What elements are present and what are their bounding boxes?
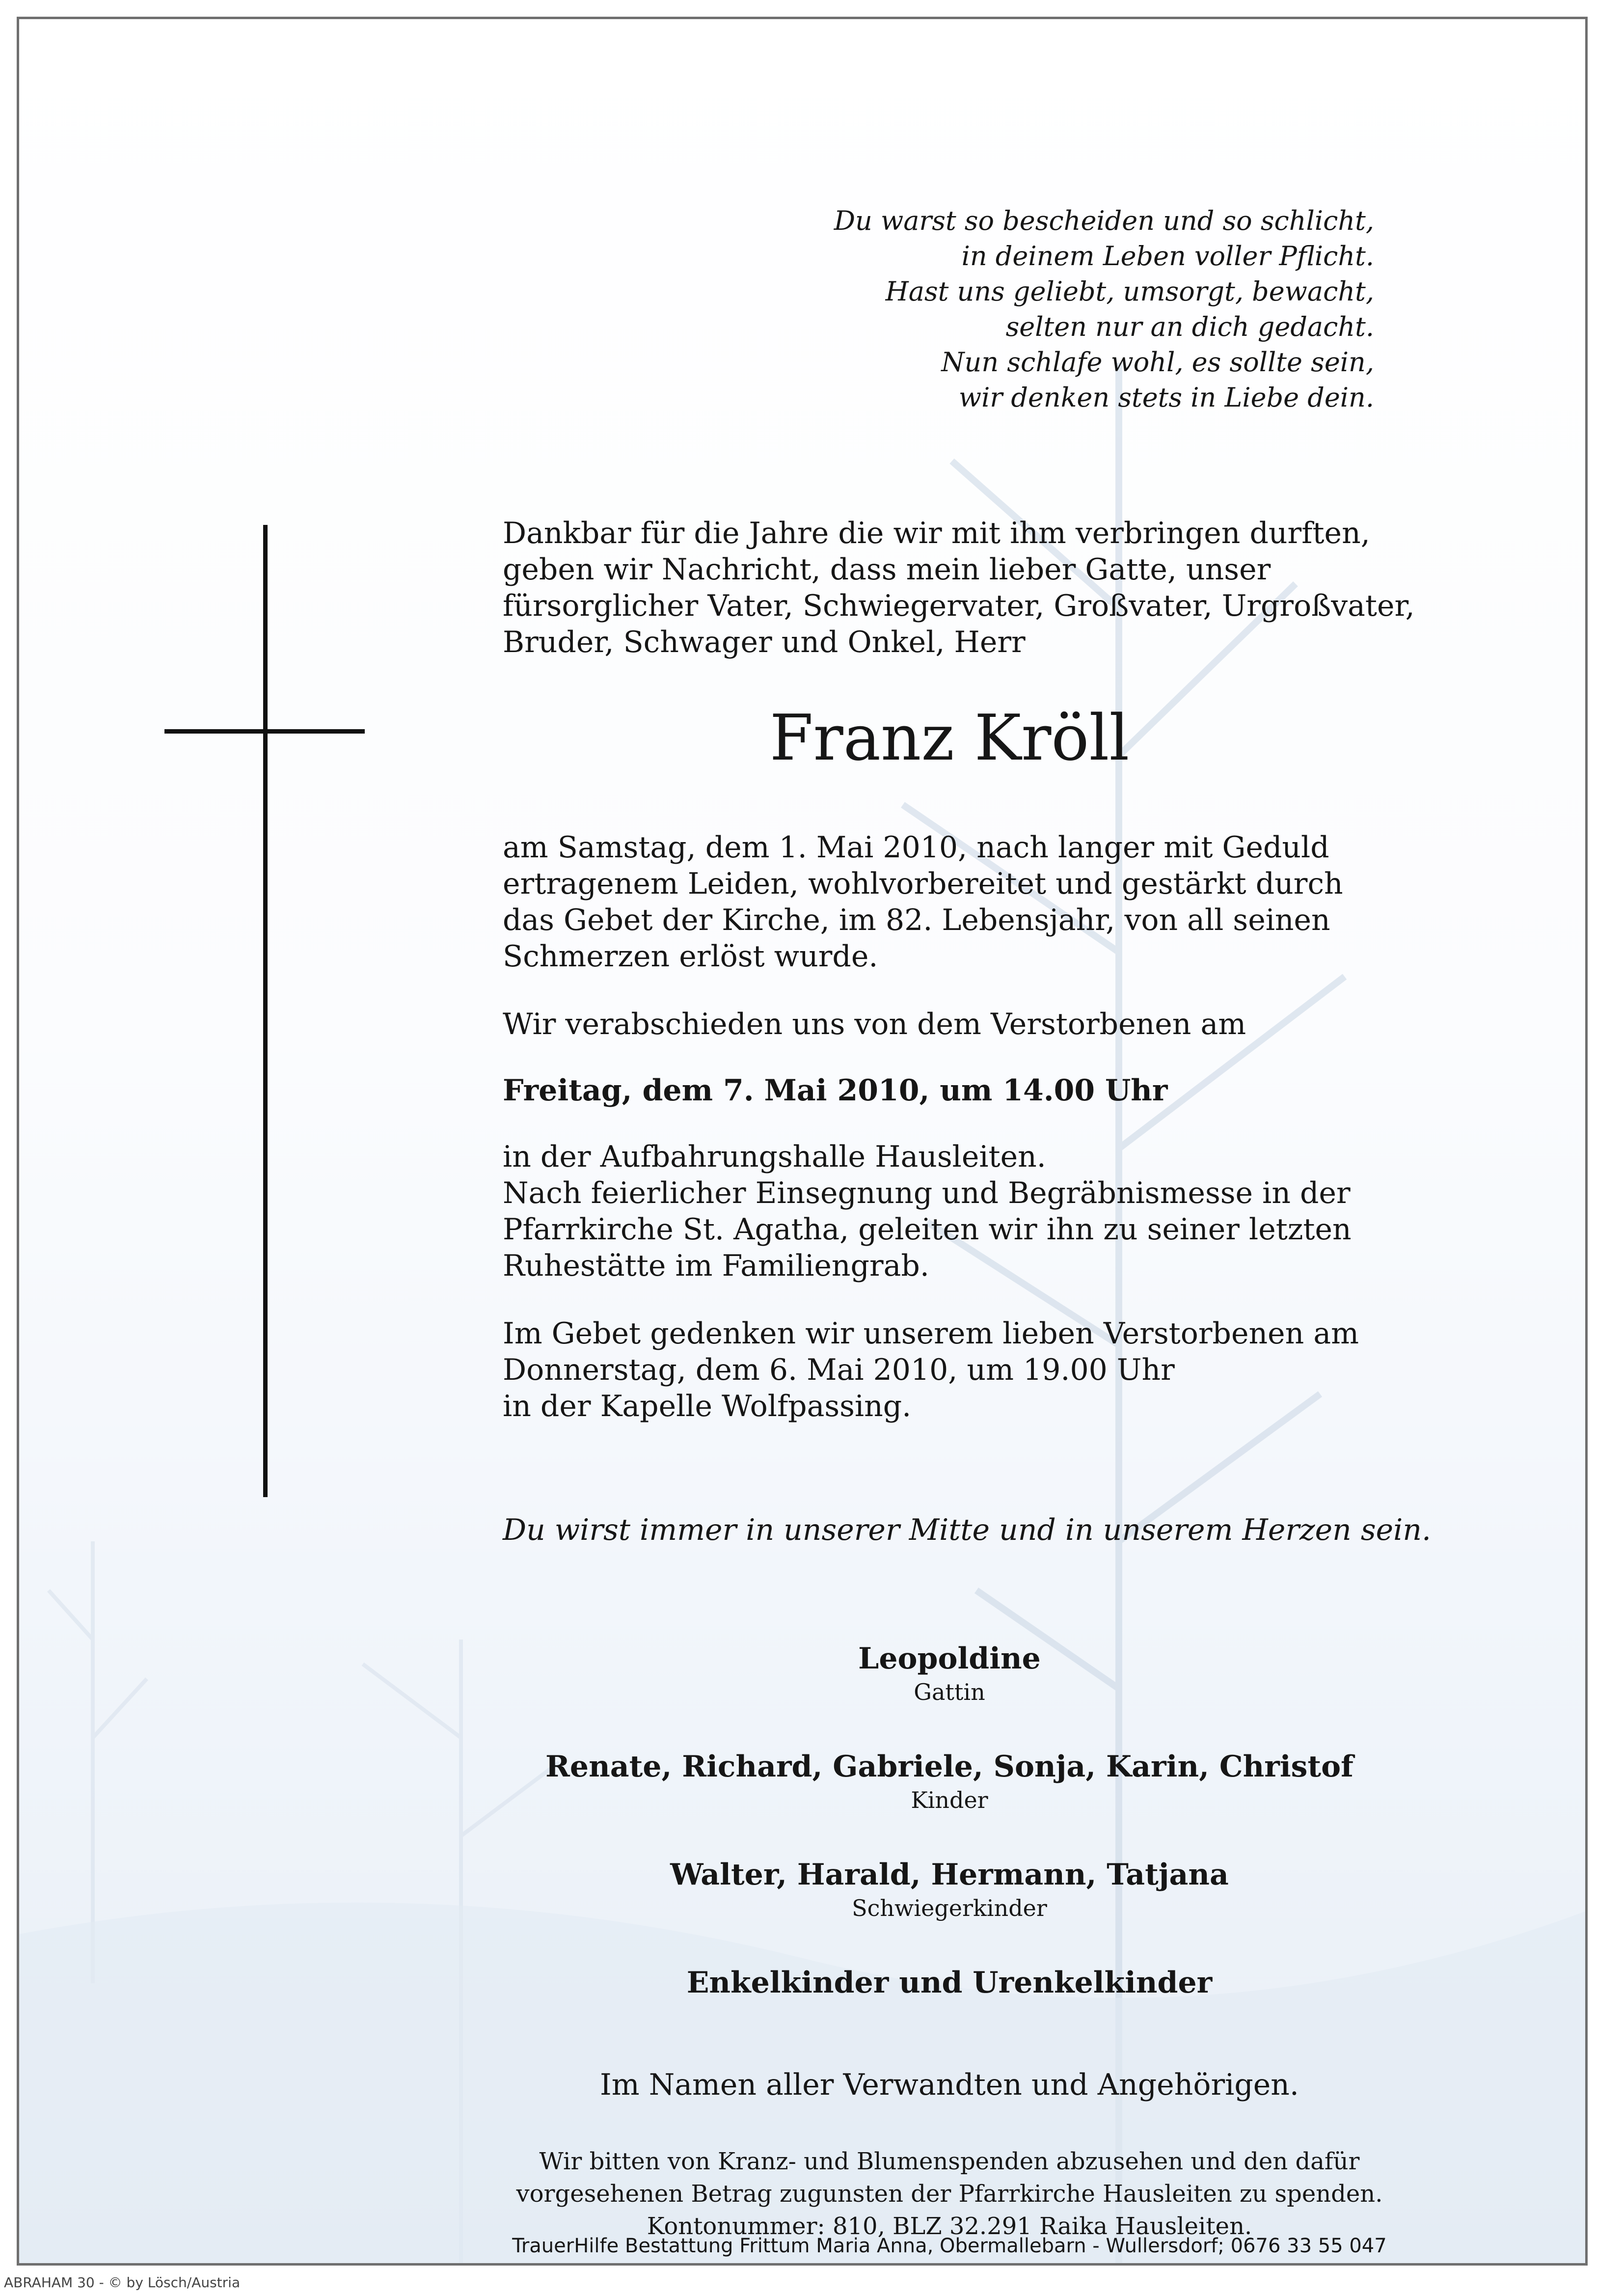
prayer-line: Donnerstag, dem 6. Mai 2010, um 19.00 Uhr: [503, 1353, 1175, 1387]
cross-icon: [263, 525, 268, 1497]
intro-line: fürsorglicher Vater, Schwiegervater, Großvater, Urgroßvater,: [503, 589, 1415, 623]
deceased-name: Franz Kröll: [769, 702, 1130, 775]
death-notice-line: am Samstag, dem 1. Mai 2010, nach langer mit Geduld: [503, 830, 1329, 865]
death-notice-line: ertragenem Leiden, wohlvorbereitet und gestärkt durch: [503, 867, 1343, 901]
farewell-date-text: Freitag, dem 7. Mai 2010, um 14.00 Uhr: [503, 1073, 1168, 1108]
ceremony-paragraph: [503, 1139, 1435, 1284]
donation-line: Wir bitten von Kranz- und Blumenspenden abzusehen und den dafür: [539, 2148, 1360, 2175]
ceremony-line: Nach feierlicher Einsegnung und Begräbnismesse in der: [503, 1176, 1351, 1210]
family-role: Schwiegerkinder: [852, 1895, 1047, 1921]
family-names: Walter, Harald, Hermann, Tatjana: [670, 1858, 1229, 1892]
donation-line: Kontonummer: 810, BLZ 32.291 Raika Hausleiten.: [647, 2213, 1252, 2240]
family-group-spouse: [503, 1640, 1396, 1706]
poem-line: in deinem Leben voller Pflicht.: [961, 241, 1374, 272]
poem-line: Hast uns geliebt, umsorgt, bewacht,: [885, 276, 1374, 307]
poem-line: Du warst so bescheiden und so schlicht,: [834, 205, 1374, 236]
family-names: Leopoldine: [858, 1641, 1041, 1676]
funeral-home-footer: [503, 2234, 1396, 2258]
intro-line: Bruder, Schwager und Onkel, Herr: [503, 625, 1026, 659]
footer-text: TrauerHilfe Bestattung Frittum Maria Anna, Obermallebarn - Wullersdorf; 0676 33 55 047: [512, 2235, 1387, 2257]
farewell-intro: [503, 1006, 1435, 1042]
cross-crossbar: [164, 729, 365, 734]
poem: [687, 203, 1374, 415]
notice-frame: [17, 17, 1588, 2266]
motto-text: Du wirst immer in unserer Mitte und in unserem Herzen sein.: [503, 1513, 1432, 1547]
ceremony-line: in der Aufbahrungshalle Hausleiten.: [503, 1140, 1046, 1174]
family-group-in-laws: [503, 1856, 1396, 1922]
family-role: Gattin: [914, 1679, 985, 1705]
closing-text: Im Namen aller Verwandten und Angehörigen.: [600, 2068, 1299, 2102]
donation-note: [503, 2145, 1396, 2242]
poem-line: Nun schlafe wohl, es sollte sein,: [941, 347, 1374, 378]
family-role: Kinder: [911, 1787, 988, 1813]
prayer-line: in der Kapelle Wolfpassing.: [503, 1389, 912, 1423]
intro-line: geben wir Nachricht, dass mein lieber Gatte, unser: [503, 552, 1271, 587]
poem-line: selten nur an dich gedacht.: [1005, 311, 1374, 342]
farewell-date: [503, 1072, 1435, 1109]
ceremony-line: Ruhestätte im Familiengrab.: [503, 1249, 929, 1283]
ceremony-line: Pfarrkirche St. Agatha, geleiten wir ihn zu seiner letzten: [503, 1212, 1352, 1247]
motto: [503, 1512, 1435, 1548]
death-notice-line: Schmerzen erlöst wurde.: [503, 939, 878, 974]
family-group-grandchildren: [503, 1964, 1396, 2002]
death-notice-paragraph: [503, 829, 1435, 975]
closing-line: [503, 2067, 1396, 2103]
intro-line: Dankbar für die Jahre die wir mit ihm verbringen durften,: [503, 516, 1370, 550]
prayer-line: Im Gebet gedenken wir unserem lieben Verstorbenen am: [503, 1316, 1359, 1351]
donation-line: vorgesehenen Betrag zugunsten der Pfarrkirche Hausleiten zu spenden.: [516, 2180, 1383, 2208]
prayer-paragraph: [503, 1315, 1435, 1424]
family-names: Enkelkinder und Urenkelkinder: [686, 1966, 1213, 2000]
death-notice-line: das Gebet der Kirche, im 82. Lebensjahr, von all seinen: [503, 903, 1330, 937]
copyright-notice: ABRAHAM 30 - © by Lösch/Austria: [4, 2274, 241, 2291]
family-group-children: [503, 1748, 1396, 1814]
poem-line: wir denken stets in Liebe dein.: [958, 382, 1374, 413]
family-names: Renate, Richard, Gabriele, Sonja, Karin, Christof: [545, 1749, 1353, 1784]
intro-paragraph: [503, 515, 1435, 660]
farewell-intro-text: Wir verabschieden uns von dem Verstorbenen am: [503, 1007, 1246, 1041]
